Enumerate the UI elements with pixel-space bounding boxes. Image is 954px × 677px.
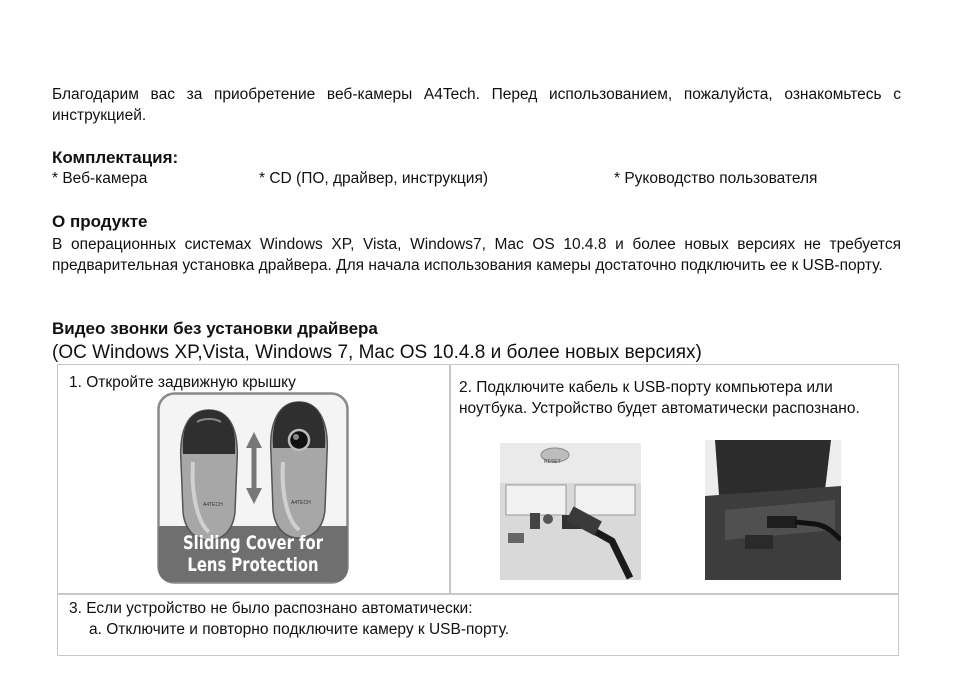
table-row-divider [57,593,899,595]
desktop-usb-image [500,443,641,580]
camera-brand-right: A4TECH [291,500,311,506]
product-heading: О продукте [52,212,148,231]
package-item-cd: * CD (ПО, драйвер, инструкция) [259,170,488,187]
laptop-usb-photo [705,440,841,580]
reset-label: RESET [544,459,561,465]
package-item-manual: * Руководство пользователя [614,170,818,187]
desktop-usb-photo [500,443,641,580]
step1-text: 1. Откройте задвижную крышку [69,374,296,391]
step3-text: 3. Если устройство не было распознано автоматически: [69,600,473,617]
table-column-divider [449,364,451,593]
sliding-cover-illustration [157,392,349,584]
step3a-text: a. Отключите и повторно подключите камеру к USB-порту. [89,621,510,638]
video-subheading: (ОС Windows XP,Vista, Windows 7, Mac OS 10.4.8 и более новых версиях) [52,342,702,363]
badge-line-2: Lens Protection [187,554,319,576]
sliding-cover-badge [178,532,328,576]
camera-brand-left: A4TECH [203,502,223,508]
product-paragraph: В операционных системах Windows XP, Vista, Windows7, Mac OS 10.4.8 и более новых версиях не требуется предварительная установка драйвера. Для начала использования камеры достаточно подключить ее к USB-порту. [52,236,901,274]
badge-line-1: Sliding Cover for [182,532,324,554]
video-heading: Видео звонки без установки драйвера [52,319,378,338]
package-item-webcam: * Веб-камера [52,170,148,187]
intro-paragraph: Благодарим вас за приобретение веб-камеры A4Tech. Перед использованием, пожалуйста, ознакомьтесь с инструкцией. [52,86,901,124]
laptop-usb-image [705,440,841,580]
step2-text: 2. Подключите кабель к USB-порту компьютера или ноутбука. Устройство будет автоматически распознано. [459,379,860,417]
package-heading: Комплектация: [52,148,179,167]
